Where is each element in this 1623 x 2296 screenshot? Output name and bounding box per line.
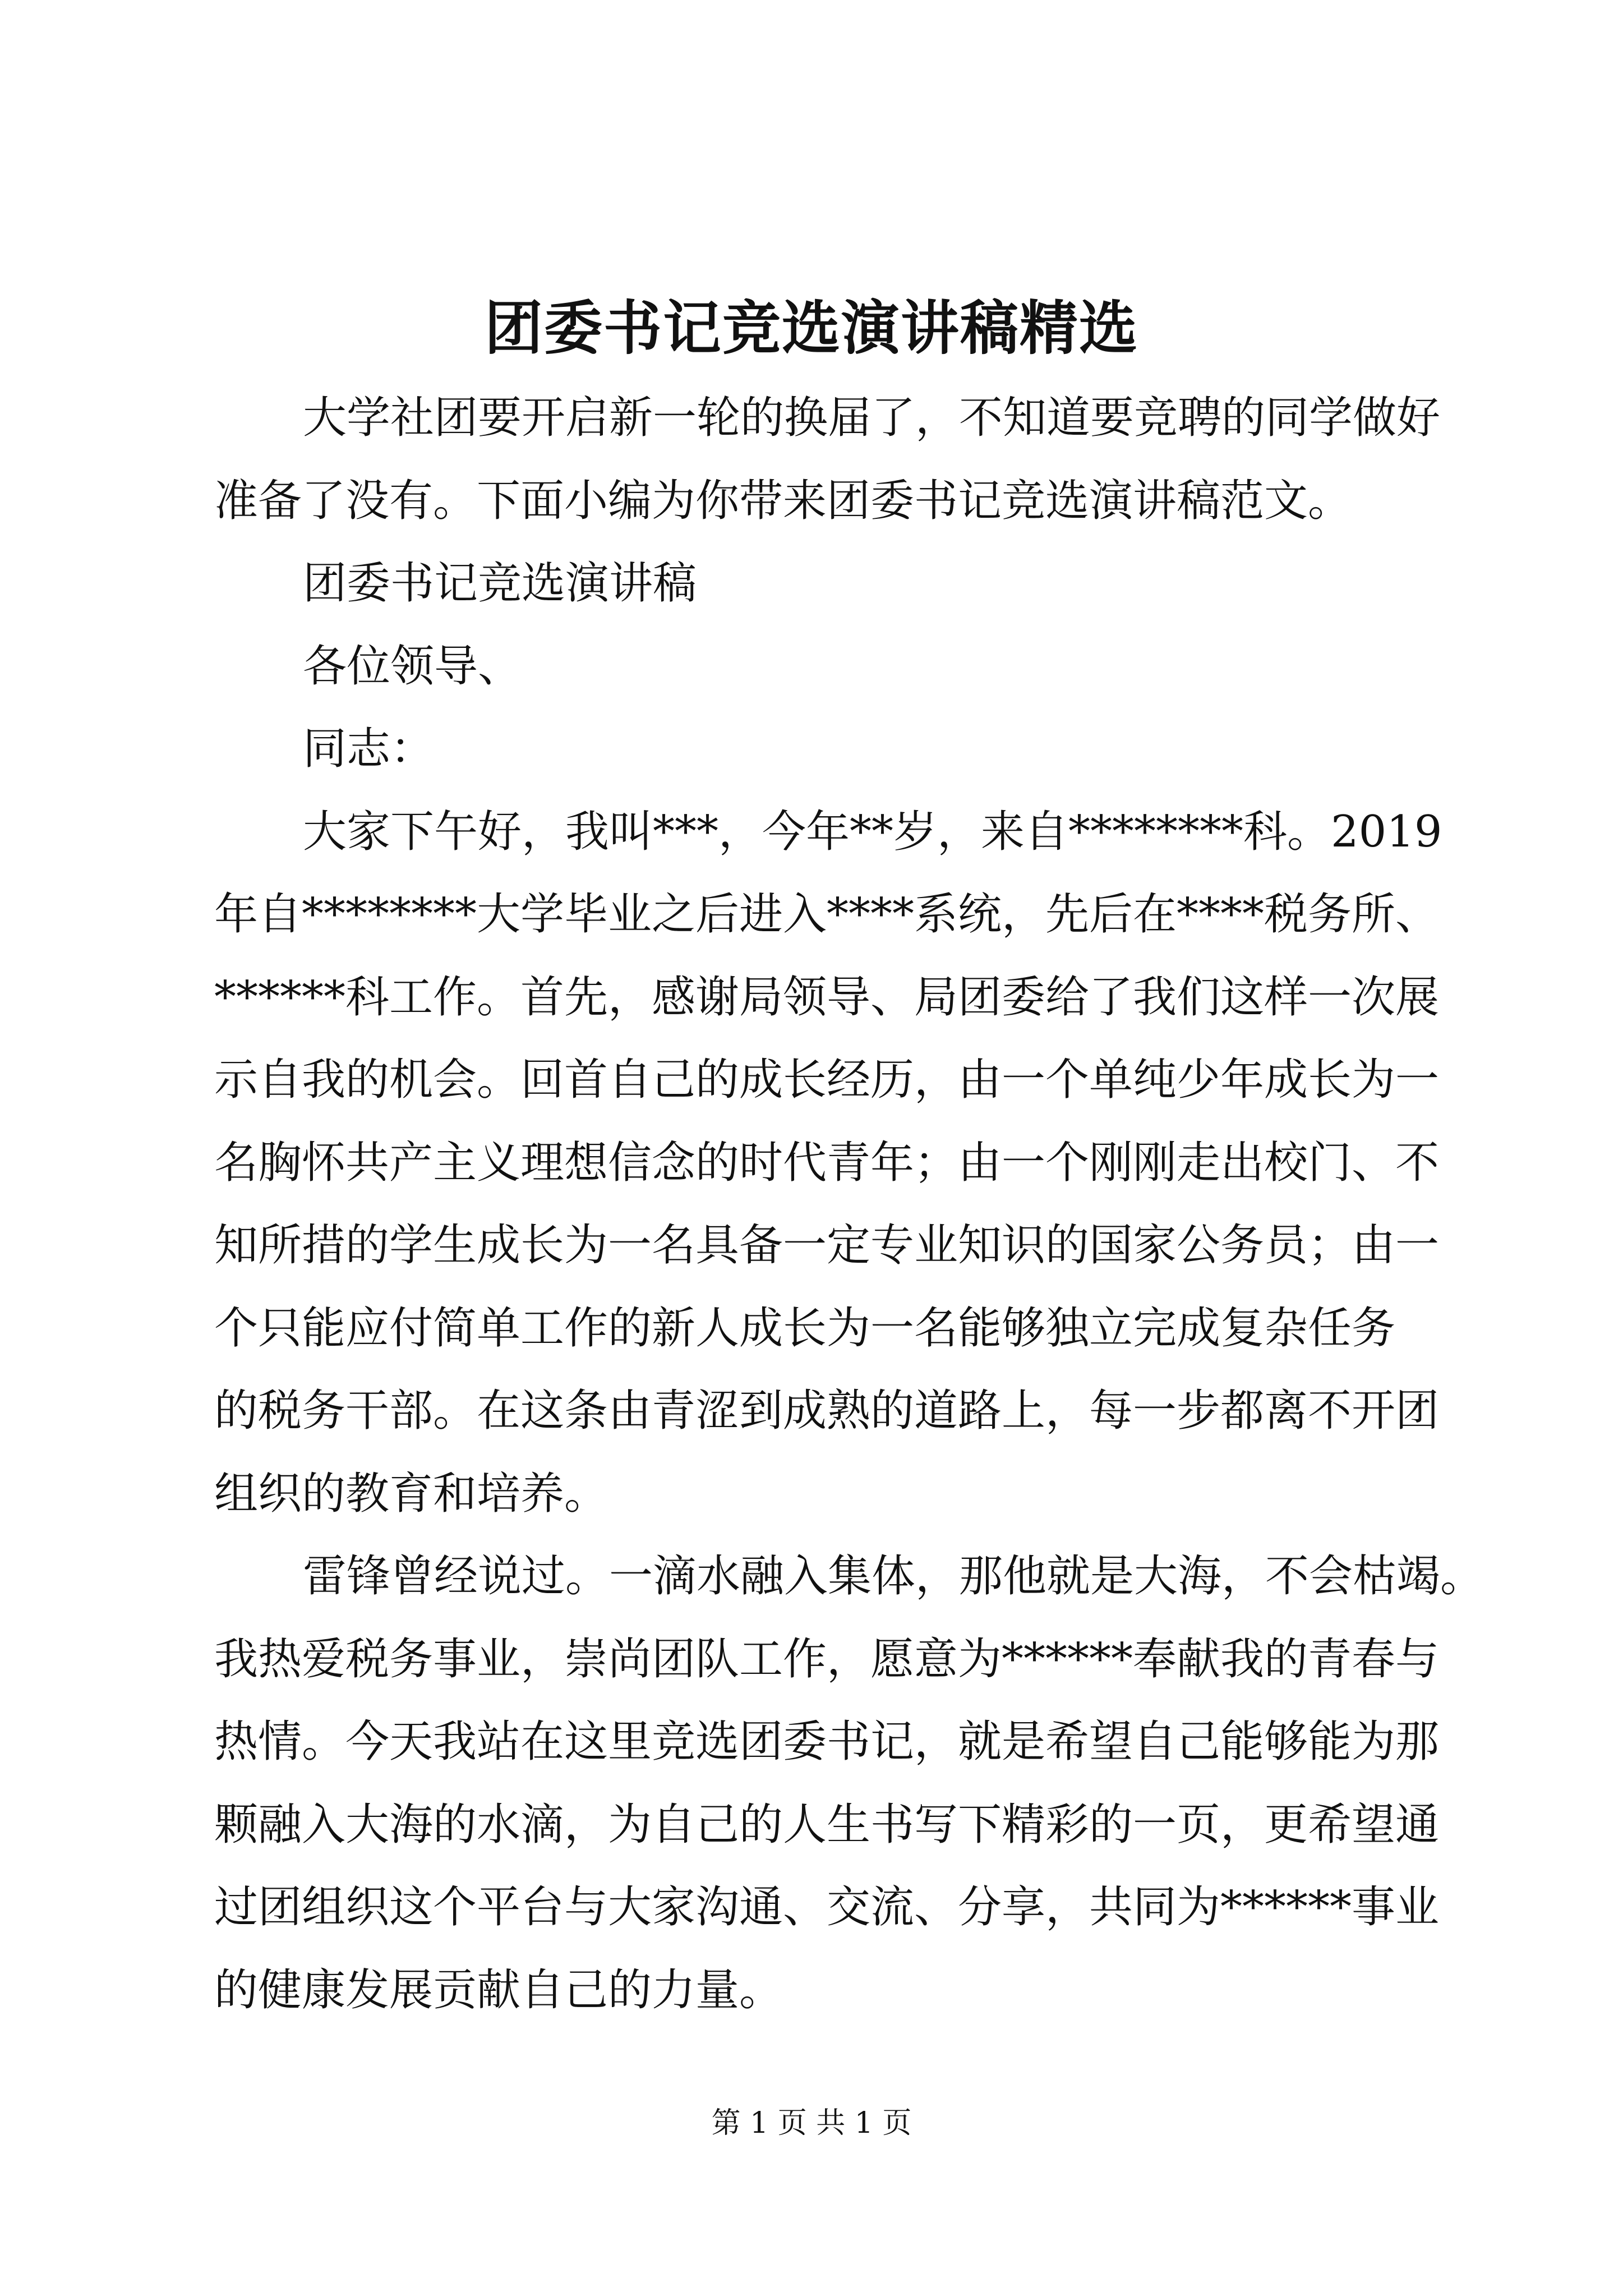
paragraph-1-line-1: 大家下午好，我叫***，今年**岁，来自********科。2019	[303, 807, 1442, 857]
paragraph-1-line-7: 个只能应付简单工作的新人成长为一名能够独立完成复杂任务	[214, 1303, 1396, 1354]
document-title: 团委书记竞选演讲稿精选	[484, 293, 1138, 362]
page-footer: 第 1 页 共 1 页	[711, 2106, 912, 2140]
intro-line-2: 准备了没有。下面小编为你带来团委书记竞选演讲稿范文。	[214, 476, 1352, 526]
paragraph-2-line-6: 的健康发展贡献自己的力量。	[214, 1965, 783, 2016]
paragraph-2-line-2: 我热爱税务事业，崇尚团队工作，愿意为******奉献我的青春与	[214, 1634, 1440, 1685]
paragraph-2-line-3: 热情。今天我站在这里竞选团委书记，就是希望自己能够能为那	[214, 1717, 1440, 1767]
paragraph-1-line-3: ******科工作。首先，感谢局领导、局团委给了我们这样一次展	[214, 972, 1440, 1023]
paragraph-1-line-9: 组织的教育和培养。	[214, 1469, 608, 1519]
speech-subtitle: 团委书记竞选演讲稿	[303, 558, 697, 609]
paragraph-2-line-4: 颗融入大海的水滴，为自己的人生书写下精彩的一页，更希望通	[214, 1800, 1440, 1850]
salutation-comrades: 同志：	[303, 724, 435, 774]
paragraph-1-line-2: 年自********大学毕业之后进入****系统，先后在****税务所、	[214, 889, 1440, 940]
paragraph-1-line-6: 知所措的学生成长为一名具备一定专业知识的国家公务员；由一	[214, 1220, 1440, 1271]
paragraph-2-line-1: 雷锋曾经说过。一滴水融入集体，那他就是大海，不会枯竭。	[303, 1551, 1484, 1602]
paragraph-1-line-5: 名胸怀共产主义理想信念的时代青年；由一个刚刚走出校门、不	[214, 1138, 1440, 1188]
paragraph-1-line-4: 示自我的机会。回首自己的成长经历，由一个单纯少年成长为一	[214, 1055, 1440, 1105]
salutation-leaders: 各位领导、	[303, 641, 522, 692]
intro-line-1: 大学社团要开启新一轮的换届了，不知道要竞聘的同学做好	[303, 393, 1441, 443]
paragraph-1-line-8: 的税务干部。在这条由青涩到成熟的道路上，每一步都离不开团	[214, 1386, 1440, 1436]
paragraph-2-line-5: 过团组织这个平台与大家沟通、交流、分享，共同为******事业	[214, 1882, 1440, 1932]
